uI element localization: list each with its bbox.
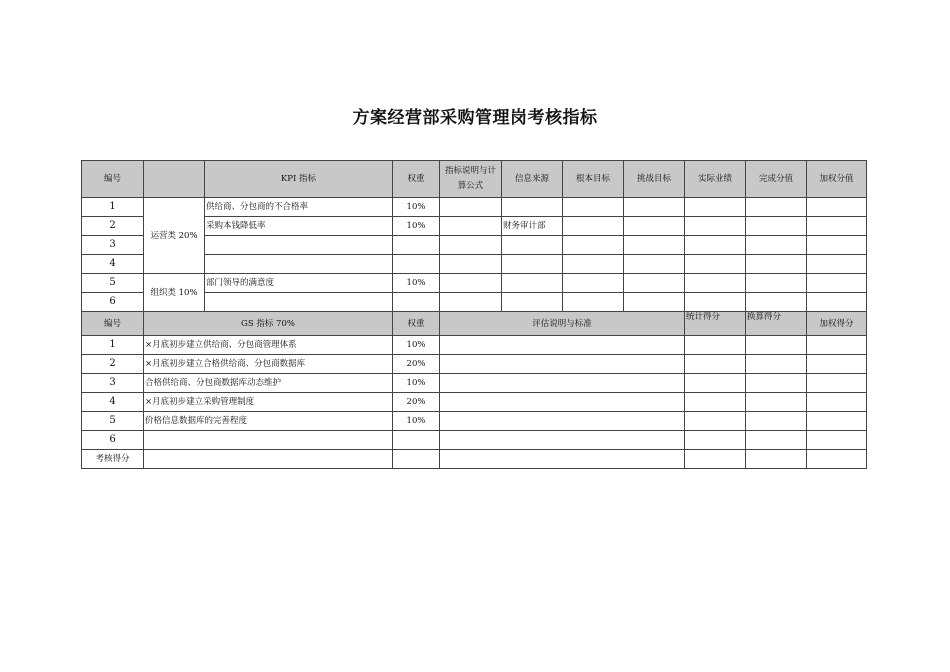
kpi-row-no: 5 — [82, 274, 144, 293]
gs-col-stat-score: 统计得分 — [685, 312, 746, 336]
kpi-indicator — [205, 236, 393, 255]
kpi-row-no: 2 — [82, 217, 144, 236]
gs-row-no: 2 — [82, 355, 144, 374]
gs-weight: 10% — [393, 412, 440, 431]
gs-weight: 20% — [393, 393, 440, 412]
kpi-group-label: 运营类 20% — [144, 198, 205, 274]
kpi-col-base-target: 根本目标 — [563, 161, 624, 198]
kpi-header-row — [82, 161, 867, 198]
table-row — [82, 336, 867, 355]
assessment-table — [81, 160, 867, 469]
kpi-row-no: 3 — [82, 236, 144, 255]
kpi-source — [502, 198, 563, 217]
kpi-weight — [393, 293, 440, 312]
kpi-col-category — [144, 161, 205, 198]
gs-row-no: 5 — [82, 412, 144, 431]
gs-col-weight: 权重 — [393, 312, 440, 336]
kpi-col-weighted: 加权分值 — [807, 161, 867, 198]
kpi-indicator: 供给商、分包商的不合格率 — [205, 198, 393, 217]
table-row — [82, 274, 867, 293]
gs-row-no: 4 — [82, 393, 144, 412]
kpi-col-indicator: KPI 指标 — [205, 161, 393, 198]
gs-indicator: ×月底初步建立供给商、分包商管理体系 — [144, 336, 393, 355]
kpi-row-no: 1 — [82, 198, 144, 217]
kpi-weight: 10% — [393, 198, 440, 217]
gs-col-no: 编号 — [82, 312, 144, 336]
kpi-group-label: 组织类 10% — [144, 274, 205, 312]
kpi-source — [502, 236, 563, 255]
kpi-row-no: 6 — [82, 293, 144, 312]
final-score-label: 考核得分 — [82, 450, 144, 469]
gs-col-converted-score: 换算得分 — [746, 312, 807, 336]
gs-col-indicator: GS 指标 70% — [144, 312, 393, 336]
kpi-col-formula: 指标说明与计算公式 — [440, 161, 502, 198]
gs-row-no: 1 — [82, 336, 144, 355]
kpi-weight — [393, 236, 440, 255]
table-row — [82, 412, 867, 431]
table-row — [82, 431, 867, 450]
kpi-indicator — [205, 293, 393, 312]
gs-indicator: 合格供给商、分包商数据库动态维护 — [144, 374, 393, 393]
gs-weight — [393, 431, 440, 450]
kpi-indicator — [205, 255, 393, 274]
kpi-source — [502, 293, 563, 312]
gs-indicator: ×月底初步建立合格供给商、分包商数据库 — [144, 355, 393, 374]
kpi-col-weight: 权重 — [393, 161, 440, 198]
gs-weight: 10% — [393, 374, 440, 393]
kpi-col-actual: 实际业绩 — [685, 161, 746, 198]
table-row — [82, 374, 867, 393]
gs-weight: 20% — [393, 355, 440, 374]
gs-col-weighted-score: 加权得分 — [807, 312, 867, 336]
kpi-col-challenge-target: 挑战目标 — [624, 161, 685, 198]
table-row — [82, 355, 867, 374]
gs-row-no: 3 — [82, 374, 144, 393]
kpi-weight: 10% — [393, 217, 440, 236]
kpi-indicator: 采购本钱降低率 — [205, 217, 393, 236]
kpi-source: 财务审计部 — [502, 217, 563, 236]
kpi-indicator: 部门领导的满意度 — [205, 274, 393, 293]
kpi-row-no: 4 — [82, 255, 144, 274]
kpi-weight: 10% — [393, 274, 440, 293]
table-row — [82, 393, 867, 412]
table-row — [82, 198, 867, 217]
gs-weight: 10% — [393, 336, 440, 355]
page-title: 方案经营部采购管理岗考核指标 — [352, 108, 598, 128]
gs-row-no: 6 — [82, 431, 144, 450]
gs-col-criteria: 评估说明与标准 — [440, 312, 685, 336]
gs-header-row — [82, 312, 867, 336]
kpi-weight — [393, 255, 440, 274]
gs-indicator: 价格信息数据库的完善程度 — [144, 412, 393, 431]
kpi-source — [502, 274, 563, 293]
final-score-row — [82, 450, 867, 469]
gs-indicator: ×月底初步建立采购管理制度 — [144, 393, 393, 412]
gs-indicator — [144, 431, 393, 450]
kpi-col-no: 编号 — [82, 161, 144, 198]
kpi-col-source: 信息来源 — [502, 161, 563, 198]
kpi-col-completion: 完成分值 — [746, 161, 807, 198]
kpi-source — [502, 255, 563, 274]
